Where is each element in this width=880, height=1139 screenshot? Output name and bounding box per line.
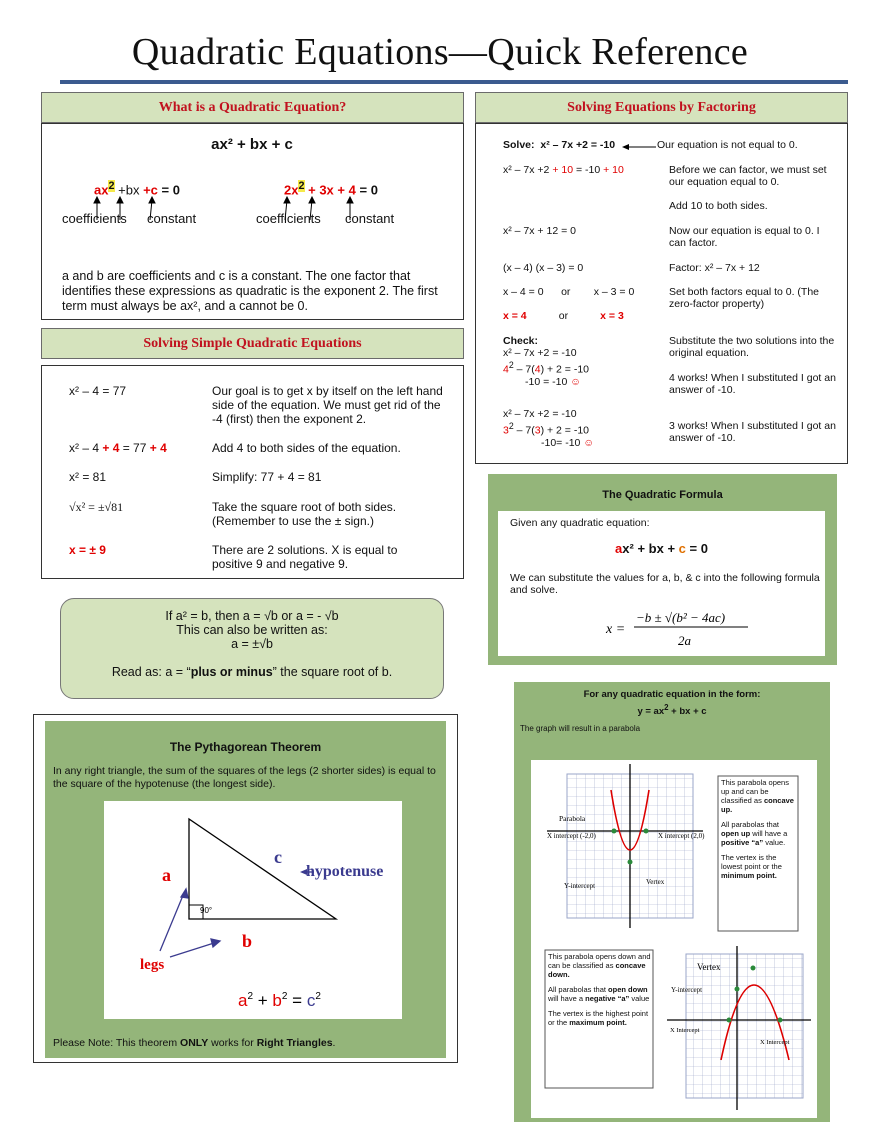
pythag-panel [33, 714, 458, 1063]
fact-text-4: Factor: x² – 7x + 12 [669, 262, 760, 274]
example-1: $ax^2 +bx +c = 0$ [94, 180, 180, 198]
simple-eq-2: x² – 4 + 4 = 77 + 4 [69, 441, 167, 455]
svg-text:Y-intercept: Y-intercept [564, 882, 596, 890]
pythag-desc: In any right triangle, the sum of the squares of the legs (2 shorter sides) is equal to the square of the hypotenuse (the longest side). [53, 765, 436, 790]
svg-text:Vertex: Vertex [646, 878, 665, 886]
simple-text-5: There are 2 solutions. X is equal to positive 9 and negative 9. [212, 543, 398, 571]
parabola-graphs [531, 760, 817, 1118]
page-title: Quadratic Equations—Quick Reference [131, 31, 749, 73]
sqrt-rule-line3: a = ±√b [231, 637, 273, 651]
general-form: ax² + bx + c [211, 136, 293, 153]
label-coefficients-1: coefficients [62, 211, 127, 226]
simple-eq-3: x² = 81 [69, 470, 107, 484]
svg-text:X Intercept: X Intercept [760, 1039, 790, 1046]
label-a: a [162, 865, 171, 885]
simple-eq-4: √x² = ±√81 [69, 500, 124, 514]
parabola-title-1: For any quadratic equation in the form: [583, 689, 761, 700]
sqrt-rule-line2: This can also be written as: [176, 623, 328, 637]
formula-title: The Quadratic Formula [602, 489, 723, 501]
formula-panel [488, 474, 837, 665]
svg-text:X Intercept: X Intercept [670, 1027, 700, 1034]
fact-text-2: Add 10 to both sides. [669, 200, 768, 212]
label-hypotenuse: hypotenuse [306, 863, 384, 880]
angle-label: 90° [200, 906, 213, 915]
solve-line: Solve: x² – 7x +2 = -10 [503, 139, 616, 151]
simple-text-1: Our goal is to get x by itself on the left hand side of the equation. We must get rid of the -4 (first) then the exponent 2. [212, 384, 443, 426]
simple-text-3: Simplify: 77 + 4 = 81 [212, 470, 322, 484]
pythag-title: The Pythagorean Theorem [169, 740, 322, 754]
fact-eq-1: x² – 7x +2 + 10 = -10 + 10 [503, 164, 624, 176]
simple-text-2: Add 4 to both sides of the equation. [212, 441, 401, 455]
simple-text-4: Take the square root of both sides. (Remember to use the ± sign.) [212, 500, 397, 528]
formula-content [498, 511, 825, 656]
formula-desc: We can substitute the values for a, b, & c into the following formula and solve. [510, 572, 820, 596]
pythag-diagram [104, 801, 402, 1019]
label-c: c [274, 847, 282, 867]
factoring-header: Solving Equations by Factoring [475, 92, 848, 123]
svg-text:2a: 2a [678, 633, 691, 648]
sqrt-rule-line1: If a² = b, then a = √b or a = - √b [165, 609, 339, 623]
pythag-green [45, 721, 446, 1058]
svg-text:Parabola: Parabola [559, 814, 586, 823]
factoring-panel [475, 123, 848, 464]
svg-text:Vertex: Vertex [697, 962, 721, 972]
fact-text-5: Set both factors equal to 0. (The zero-factor property) [669, 286, 820, 310]
formula-eq: ax² + bx + c = 0 [615, 541, 708, 556]
simple-eq-1: x² – 4 = 77 [69, 384, 127, 398]
check-text-2: 4 works! When I substituted I got an answer of -10. [669, 372, 836, 396]
label-constant-1: constant [147, 211, 197, 226]
svg-text:X intercept (-2,0): X intercept (-2,0) [547, 832, 596, 840]
what-is-description: a and b are coefficients and c is a constant. The one factor that identifies these expressions as quadratic is the exponent 2. The first term must always be ax², and a cannot be 0. [62, 269, 438, 313]
fact-text-3: Now our equation is equal to 0. I can factor. [669, 225, 820, 249]
fact-eq-4: (x – 4) (x – 3) = 0 [503, 262, 584, 274]
check-label: Check: [503, 335, 539, 347]
fact-eq-3: x² – 7x + 12 = 0 [503, 225, 576, 237]
formula-given: Given any quadratic equation: [510, 517, 650, 529]
fact-eq-5: x – 4 = 0 or x – 3 = 0 [503, 286, 635, 298]
sqrt-rule-box [60, 598, 444, 699]
check-text-3: 3 works! When I substituted I got an answer of -10. [669, 420, 836, 444]
simple-header: Solving Simple Quadratic Equations [41, 328, 464, 359]
triangle-figure [104, 801, 402, 1019]
parabola-title-2: $y = ax^2$ + bx + c [637, 703, 707, 718]
parabola-panel [514, 682, 830, 1122]
what-is-header: What is a Quadratic Equation? [41, 92, 464, 123]
what-is-panel [41, 123, 464, 320]
label-constant-2: constant [345, 211, 395, 226]
not-zero-note: Our equation is not equal to 0. [657, 139, 798, 151]
check-text-1: Substitute the two solutions into the original equation. [669, 335, 835, 359]
fact-text-1: Before we can factor, we must set our equation equal to 0. [669, 164, 827, 188]
label-legs: legs [140, 957, 165, 973]
svg-text:Y-intercept: Y-intercept [671, 986, 703, 994]
simple-panel [41, 365, 464, 579]
svg-text:X intercept (2,0): X intercept (2,0) [658, 832, 705, 840]
example-2: $2x^2 + 3x + 4 = 0$ [284, 180, 378, 198]
label-coefficients-2: coefficients [256, 211, 321, 226]
sqrt-rule-line4: Read as: a = “plus or minus” the square root of b. [111, 665, 393, 679]
check-2: x² – 7x +2 = -10 $3^2 - 7(3) + 2 = -10$ -10= -10 ☺ [503, 408, 595, 449]
check-1: x² – 7x +2 = -10 $4^2 - 7(4) + 2 = -10$ -10 = -10 ☺ [503, 347, 590, 388]
simple-eq-5: x = ± 9 [69, 543, 106, 557]
pythag-note: Please Note: This theorem ONLY works for Right Triangles. [53, 1037, 336, 1049]
svg-text:−b ± √(b² − 4ac): −b ± √(b² − 4ac) [636, 610, 726, 625]
parabola-subtitle: The graph will result in a parabola [520, 724, 641, 733]
quadratic-formula [598, 603, 758, 651]
not-zero-arrow [622, 142, 658, 152]
title-divider [60, 80, 848, 84]
label-b: b [242, 931, 253, 951]
fact-solutions: x = 4 or x = 3 [503, 310, 624, 322]
pythag-formula: $a^2 + b^2 = c^2$ [238, 991, 321, 1010]
svg-text:x =: x = [606, 622, 626, 637]
parabola-figures: Parabola X intercept (-2,0) X intercept (2,0) Y-intercept Vertex This parabola opens up and can be classified as concave up. All parabolas that open up will have a positive “a” value. The vertex is the lowest point or the minimum point. This parabola opens down and can be classified as concave down. All parabolas that open down will have a negative “a” value The vertex is the highest point or the maximum point. Vertex Y-intercept X Intercept X Intercept [531, 760, 817, 1118]
